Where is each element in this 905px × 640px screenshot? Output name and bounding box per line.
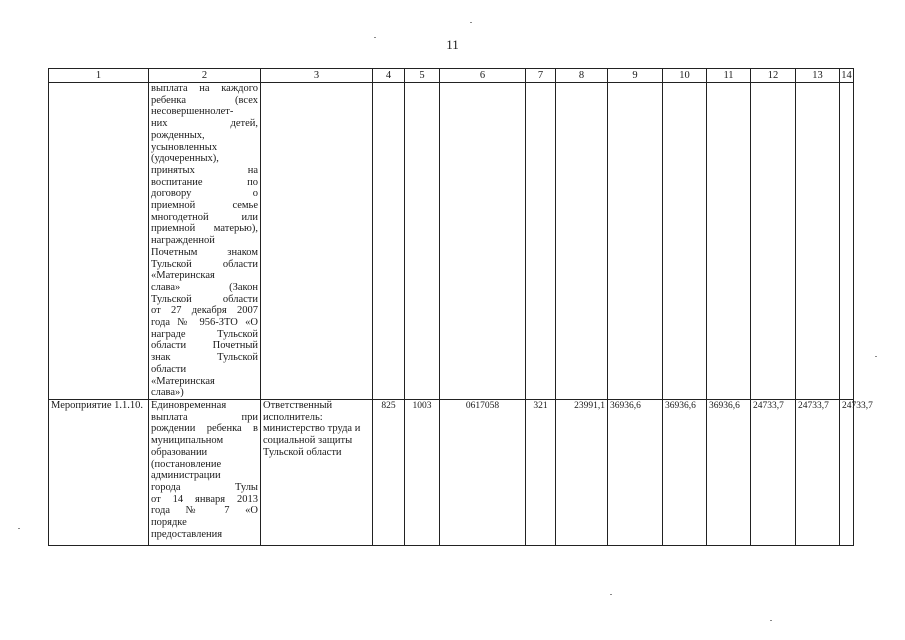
empty-cell [526,83,556,400]
text-line: (удочеренных), [151,153,219,165]
executor-cell [261,83,373,400]
header-cell: 14 [841,69,852,81]
measure-description-cell [149,399,261,545]
measure-code-cell [49,83,149,400]
text-line: слава» (Закон [151,281,258,293]
measure-code-cell: Мероприятие 1.1.10. [49,399,149,545]
text-line: предоставления [151,528,223,540]
measure-description-cell [149,83,261,400]
header-cell: 4 [373,69,405,83]
header-cell: 12 [751,69,796,83]
empty-cell [663,83,707,400]
text-line: рожденных, [151,129,205,141]
empty-cell [840,83,854,400]
text-line: области [151,363,187,375]
text-line: них детей, [151,118,258,130]
text-line: Единовременная [151,399,227,411]
text-line: от 27 декабря 2007 [151,305,258,317]
text-line: (постановление [151,458,222,470]
header-row [49,69,854,83]
empty-cell [373,83,405,400]
text-line: приемной матерью), [151,223,258,235]
text-line: приемной семье [151,200,258,212]
text-line: порядке [151,517,187,529]
text-line: области Почетный [151,340,258,352]
empty-cell [707,83,751,400]
text-line: усыновленных [151,141,218,153]
scan-speck [770,620,772,621]
executor-cell: Ответственный исполнитель: министерство труда и социальной защиты Тульской области [261,399,373,545]
amount-cell: 24733,7 [751,399,796,545]
header-cell: 11 [707,69,751,83]
scan-speck [374,37,376,38]
text-line: выплата на каждого [151,83,258,94]
amount-cell: 23991,1 [556,399,608,545]
text-line: города Тулы [151,481,258,493]
expense-type-cell: 321 [526,399,556,545]
text-line: года № 956-ЗТО «О [151,317,258,329]
page-number: 11 [446,37,459,52]
text-line: «Материнская [151,375,215,387]
text-line: «Материнская [151,270,215,282]
text-line: знак Тульской [151,352,258,364]
header-cell: 9 [608,69,663,83]
header-cell: 13 [796,69,840,83]
amount-cell: 36936,6 [707,399,751,545]
text-line: многодетной или [151,211,258,223]
empty-cell [608,83,663,400]
scan-speck [470,22,472,23]
text-line: принятых на [151,164,258,176]
ministry-code-cell: 825 [373,399,405,545]
empty-cell [751,83,796,400]
empty-cell [440,83,526,400]
header-cell: 10 [663,69,707,83]
table-row-measure [49,399,854,545]
text-line: рождении ребенка в [151,423,258,435]
header-cell: 5 [405,69,440,83]
scan-speck [875,356,877,357]
empty-cell [556,83,608,400]
text-line: награжденной [151,235,215,247]
text-line: слава») [151,387,184,399]
scan-speck [18,528,20,529]
amount-cell: 36936,6 [663,399,707,545]
target-article-cell: 0617058 [440,399,526,545]
text-line: несовершеннолет- [151,106,234,118]
header-cell: 8 [556,69,608,83]
budget-table [48,68,873,546]
text-line: администрации [151,470,221,482]
header-cell: 7 [526,69,556,83]
empty-cell [405,83,440,400]
text-line: года № 7 «О [151,505,258,517]
text-line: муниципальном [151,435,224,447]
header-cell: 2 [149,69,261,83]
header-cell: 3 [261,69,373,83]
text-line: Тульской области [151,293,258,305]
table-row-continued [49,83,854,400]
text-line: ребенка (всех [151,94,258,106]
section-code-cell: 1003 [405,399,440,545]
scan-speck [610,594,612,595]
text-line: образовании [151,446,208,458]
header-cell: 1 [49,69,149,83]
text-line: выплата при [151,411,258,423]
amount-cell: 24733,7 [796,399,840,545]
text-line: Почетным знаком [151,246,258,258]
text-line: Тульской области [151,258,258,270]
text-line: от 14 января 2013 [151,493,258,505]
text-line: воспитание по [151,176,258,188]
text-line: награде Тульской [151,328,258,340]
amount-cell: 36936,6 [608,399,663,545]
empty-cell [796,83,840,400]
text-line: договору о [151,188,258,200]
header-cell: 6 [440,69,526,83]
amount-cell: 24733,7 [840,399,854,545]
